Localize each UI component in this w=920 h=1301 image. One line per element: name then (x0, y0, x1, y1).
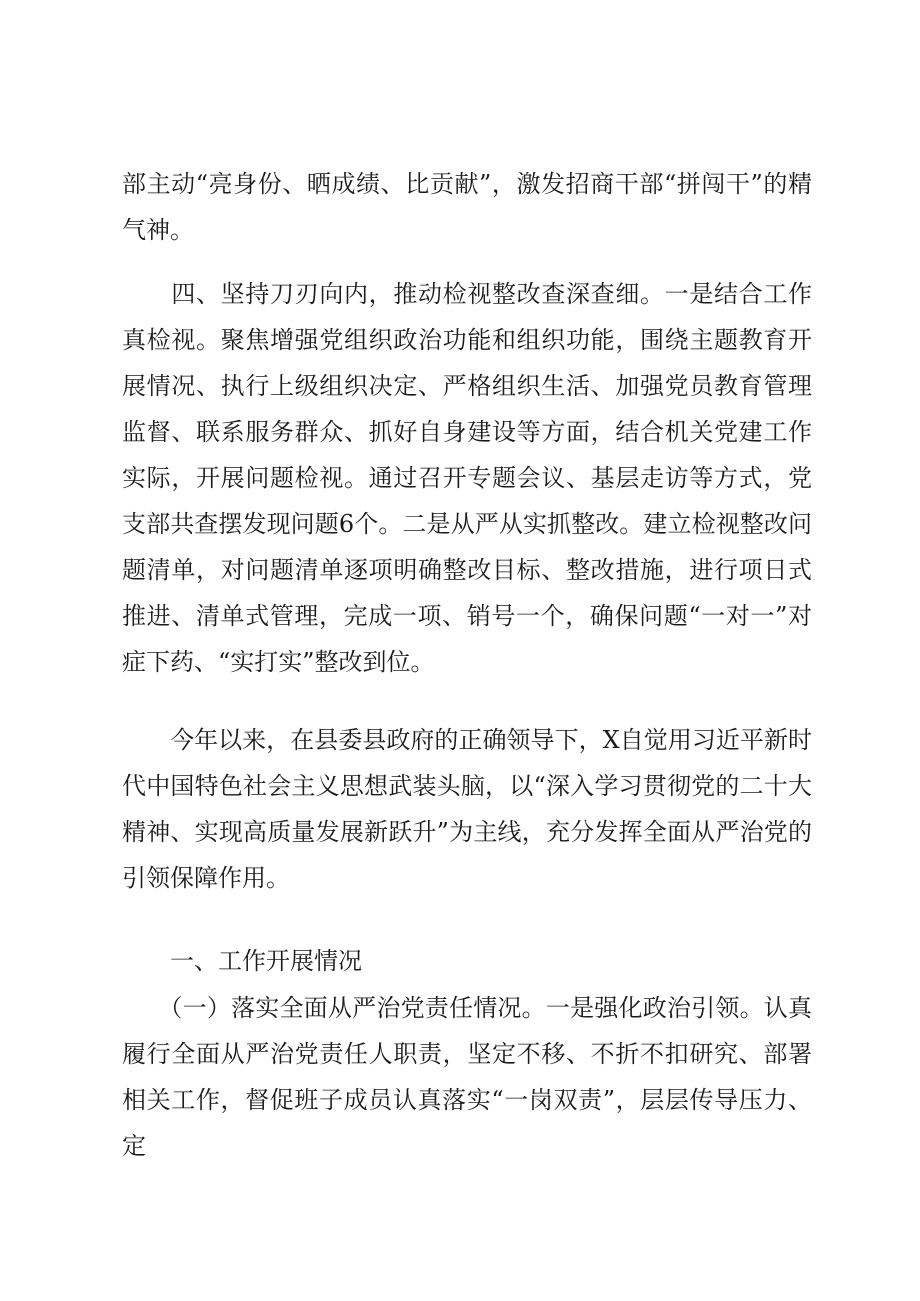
section-heading: 一、工作开展情况 (122, 947, 362, 975)
paragraph-continuation: 部主动“亮身份、晒成绩、比贡献”，激发招商干部“拼闯干”的精气神。 (122, 170, 812, 244)
paragraph-intro: 今年以来，在县委县政府的正确领导下，X自觉用习近平新时代中国特色社会主义思想武装头脑，以“深入学习贯彻党的二十大精神、实现高质量发展新跃升”为主线，充分发挥全面从严治党的引领保障作用。 (122, 726, 812, 892)
paragraph-subsection-one: （一）落实全面从严治党责任情况。一是强化政治引领。认真履行全面从严治党责任人职责，坚定不移、不折不扣研究、部署相关工作，督促班子成员认真落实“一岗双责”，层层传导压力、定 (122, 994, 812, 1160)
paragraph-section-four: 四、坚持刀刃向内，推动检视整改查深查细。一是结合工作真检视。聚焦增强党组织政治功能和组织功能，围绕主题教育开展情况、执行上级组织决定、严格组织生活、加强党员教育管理监督、联系服务群众、抓好自身建设等方面，结合机关党建工作实际，开展问题检视。通过召开专题会议、基层走访等方式，党支部共查摆发现问题6个。二是从严从实抓整改。建立检视整改问题清单，对问题清单逐项明确整改目标、整改措施，进行项日式推进、清单式管理，完成一项、销号一个，确保问题“一对一”对症下药、“实打实”整改到位。 (122, 280, 812, 676)
